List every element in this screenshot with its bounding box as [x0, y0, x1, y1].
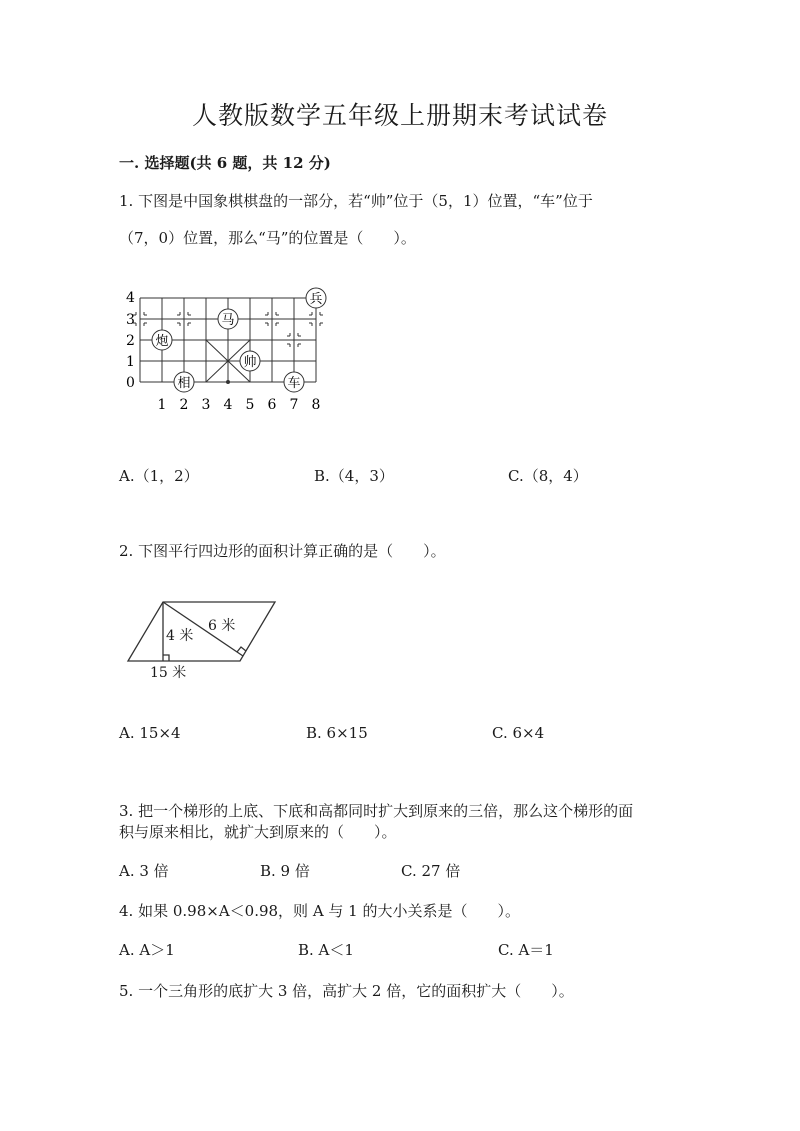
q4-option-a[interactable]: A. A＞1: [119, 941, 175, 959]
question-3-line-2: 积与原来相比，就扩大到原来的（ ）。: [119, 823, 397, 841]
svg-text:马: 马: [221, 313, 235, 328]
x-tick: 7: [289, 397, 299, 413]
x-tick: 8: [311, 397, 321, 413]
y-tick: 1: [126, 354, 135, 370]
label-6-meters: 6 米: [208, 618, 236, 634]
q3-option-a[interactable]: A. 3 倍: [119, 862, 169, 880]
q2-option-c[interactable]: C. 6×4: [492, 724, 545, 742]
piece-che: [284, 372, 304, 392]
question-4: 4. 如果 0.98×A＜0.98，则 A 与 1 的大小关系是（ ）。: [119, 902, 520, 920]
x-tick: 4: [223, 397, 233, 413]
svg-text:相: 相: [177, 376, 191, 391]
label-15-meters: 15 米: [150, 665, 187, 681]
question-5: 5. 一个三角形的底扩大 3 倍，高扩大 2 倍，它的面积扩大（ ）。: [119, 982, 574, 1000]
x-tick: 5: [245, 397, 255, 413]
y-tick: 2: [126, 333, 135, 349]
x-tick: 2: [179, 397, 189, 413]
x-tick: 1: [157, 397, 167, 413]
y-tick: 4: [126, 290, 135, 306]
right-angle-mark-side: [237, 647, 246, 652]
y-tick: 3: [126, 312, 135, 328]
q4-option-c[interactable]: C. A＝1: [498, 941, 554, 959]
question-1-line-2: （7，0）位置，那么“马”的位置是（ ）。: [119, 229, 416, 247]
question-3-line-1: 3. 把一个梯形的上底、下底和高都同时扩大到原来的三倍，那么这个梯形的面: [119, 802, 634, 820]
x-tick: 3: [201, 397, 211, 413]
question-1-line-1: 1. 下图是中国象棋棋盘的一部分，若“帅”位于（5，1）位置，“车”位于: [119, 192, 593, 210]
piece-xiang: [174, 372, 194, 392]
q2-option-b[interactable]: B. 6×15: [306, 724, 368, 742]
q1-option-a[interactable]: A.（1，2）: [119, 467, 199, 485]
page-title: 人教版数学五年级上册期末考试试卷: [191, 101, 608, 130]
piece-shuai: [240, 351, 260, 371]
piece-ma: [218, 309, 238, 329]
q2-option-a[interactable]: A. 15×4: [119, 724, 181, 742]
q4-option-b[interactable]: B. A＜1: [298, 941, 354, 959]
svg-text:帅: 帅: [243, 355, 257, 370]
y-tick: 0: [126, 375, 135, 391]
label-4-meters: 4 米: [166, 628, 194, 644]
chess-board-figure: [118, 282, 338, 417]
section-heading: 一. 选择题(共 6 题，共 12 分): [119, 154, 331, 172]
parallelogram: [128, 602, 275, 661]
q1-option-c[interactable]: C.（8，4）: [508, 467, 588, 485]
parallelogram-figure: [118, 592, 288, 684]
piece-pao: [152, 330, 172, 350]
svg-text:兵: 兵: [309, 292, 323, 307]
palace-point: [226, 380, 230, 384]
q1-option-b[interactable]: B.（4，3）: [314, 467, 394, 485]
svg-text:炮: 炮: [155, 334, 169, 349]
piece-bing: [306, 288, 326, 308]
x-tick: 6: [267, 397, 277, 413]
svg-text:车: 车: [287, 376, 301, 391]
right-angle-mark-bottom: [163, 655, 169, 661]
q3-option-b[interactable]: B. 9 倍: [260, 862, 310, 880]
question-2: 2. 下图平行四边形的面积计算正确的是（ ）。: [119, 542, 446, 560]
q3-option-c[interactable]: C. 27 倍: [401, 862, 461, 880]
